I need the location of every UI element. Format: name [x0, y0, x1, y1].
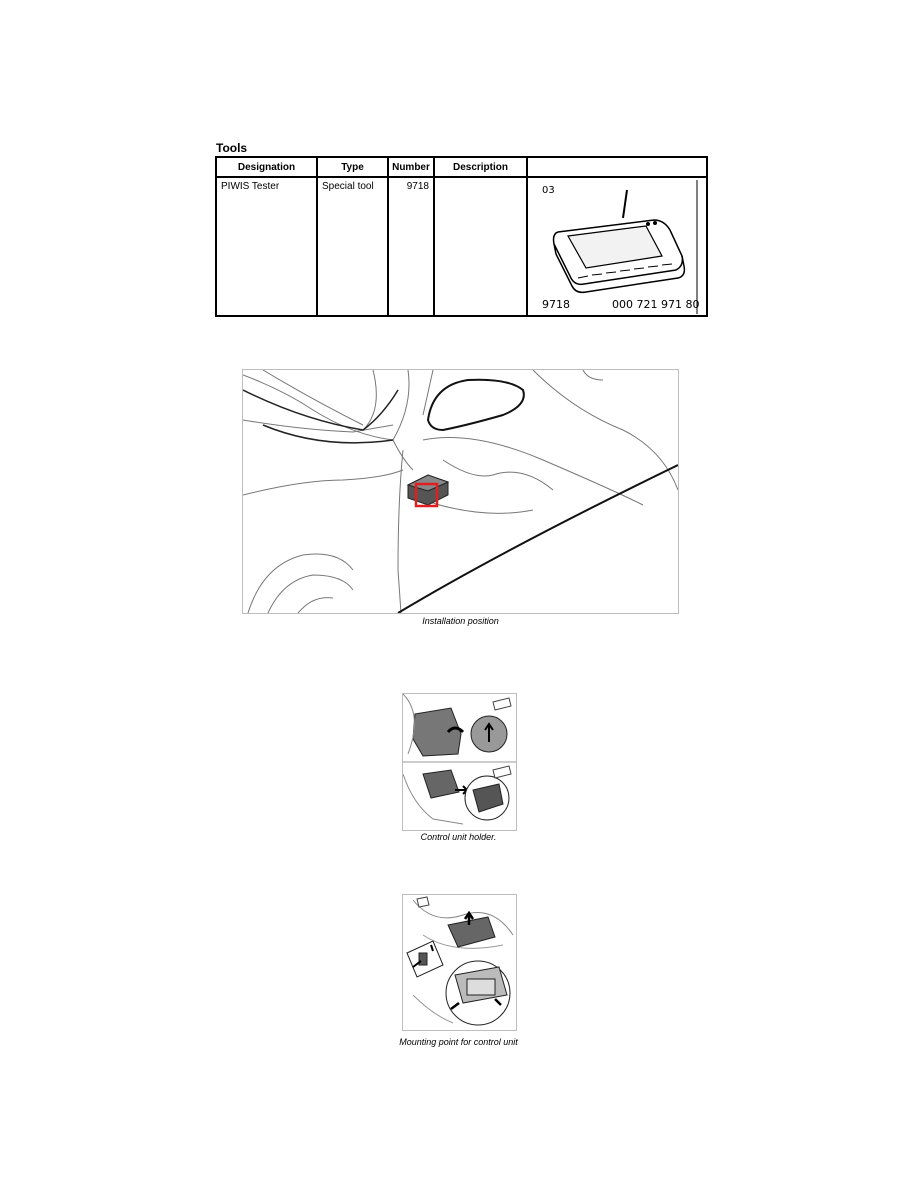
cell-designation: PIWIS Tester: [216, 177, 317, 316]
door-control-unit-location-illustration: [243, 370, 678, 613]
column-header-description: Description: [434, 157, 527, 177]
piwis-tester-device-icon: [528, 178, 704, 316]
column-header-image: [527, 157, 707, 177]
column-header-designation: Designation: [216, 157, 317, 177]
control-unit-holder-illustration: [403, 694, 516, 830]
cell-description: [434, 177, 527, 316]
tool-image-label-top: 03: [542, 185, 555, 196]
control-unit-mounting-point-illustration: [403, 895, 516, 1030]
tool-image-label-left: 9718: [542, 298, 570, 311]
figure-caption: Mounting point for control unit: [399, 1037, 518, 1047]
installation-position-figure: [242, 369, 679, 614]
control-unit-holder-figure: [402, 693, 517, 831]
table-row: [216, 177, 707, 316]
mounting-point-figure: [402, 894, 517, 1031]
tools-table: [215, 156, 708, 317]
column-header-type: Type: [317, 157, 388, 177]
tools-header-row: [216, 157, 707, 177]
tools-heading: Tools: [216, 141, 248, 155]
column-header-number: Number: [388, 157, 434, 177]
tool-image-label-right: 000 721 971 80: [612, 298, 700, 311]
cell-number: 9718: [388, 177, 434, 316]
figure-caption: Control unit holder.: [420, 832, 497, 842]
cell-tool-image: [527, 177, 707, 316]
figure-caption: Installation position: [422, 616, 499, 626]
cell-type: Special tool: [317, 177, 388, 316]
